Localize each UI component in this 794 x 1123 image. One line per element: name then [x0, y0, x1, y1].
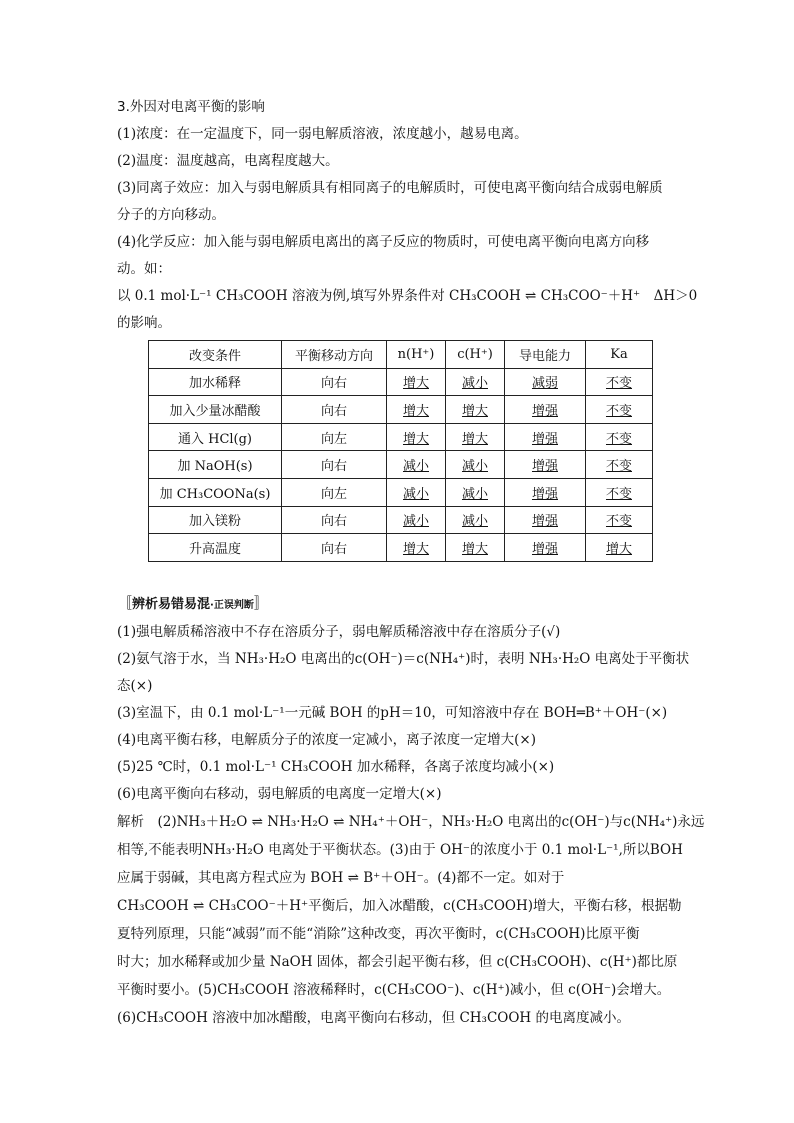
section-item-3b: 分子的方向移动。: [117, 207, 225, 223]
judge-item-2b: 态(×): [117, 678, 153, 694]
table-cell: 不变: [586, 506, 653, 534]
judge-item-4: (4)电离平衡右移，电解质分子的浓度一定减小，离子浓度一定增大(×): [117, 732, 536, 748]
table-cell: 不变: [586, 478, 653, 506]
analysis-line-7: 平衡时要小。(5)CH₃COOH 溶液稀释时，c(CH₃COO⁻)、c(H⁺)减小，但 c(OH⁻)会增大。: [117, 982, 671, 998]
table-cell: 通入 HCl(g): [149, 423, 282, 451]
equilibrium-table: [148, 340, 653, 562]
table-header-cell: 导电能力: [505, 341, 586, 369]
section-item-4b: 动。如：: [117, 261, 171, 277]
table-cell: 加 CH₃COONa(s): [149, 478, 282, 506]
judge-item-2a: (2)氨气溶于水，当 NH₃·H₂O 电离出的c(OH⁻)＝c(NH₄⁺)时，表明 NH₃·H₂O 电离处于平衡状: [117, 651, 690, 667]
table-cell: 加水稀释: [149, 368, 282, 396]
table-cell: 向左: [282, 423, 387, 451]
table-header-cell: 改变条件: [149, 341, 282, 369]
table-cell: 减弱: [505, 368, 586, 396]
table-cell: 向右: [282, 368, 387, 396]
table-header-cell: n(H⁺): [387, 341, 446, 369]
table-cell: 增强: [505, 478, 586, 506]
table-cell: 增大: [446, 534, 505, 562]
table-cell: 增强: [505, 506, 586, 534]
table-cell: 加入镁粉: [149, 506, 282, 534]
table-cell: 减小: [446, 451, 505, 479]
table-cell: 向右: [282, 451, 387, 479]
table-header-cell: c(H⁺): [446, 341, 505, 369]
analysis-line-1: 解析 (2)NH₃＋H₂O ⇌ NH₃·H₂O ⇌ NH₄⁺＋OH⁻，NH₃·H₂O 电离出的c(OH⁻)与c(NH₄⁺)永远: [117, 814, 705, 830]
judge-section-title: [117, 592, 269, 613]
judge-title-sub: ·正误判断: [210, 600, 254, 611]
section-item-example: 以 0.1 mol·L⁻¹ CH₃COOH 溶液为例,填写外界条件对 CH₃COOH ⇌ CH₃COO⁻＋H⁺ ΔH＞0: [117, 288, 698, 304]
table-cell: 增大: [387, 534, 446, 562]
table-cell: 增大: [586, 534, 653, 562]
judge-item-6: (6)电离平衡向右移动，弱电解质的电离度一定增大(×): [117, 786, 442, 802]
table-cell: 向右: [282, 396, 387, 424]
table-row: [149, 368, 653, 396]
section-title: 3.外因对电离平衡的影响: [117, 99, 265, 115]
judge-item-5: (5)25 ℃时，0.1 mol·L⁻¹ CH₃COOH 加水稀释，各离子浓度均减小(×): [117, 759, 555, 775]
judge-item-3: (3)室温下，由 0.1 mol·L⁻¹一元碱 BOH 的pH＝10，可知溶液中存在 BOH═B⁺＋OH⁻(×): [117, 705, 668, 721]
table-cell: 减小: [446, 478, 505, 506]
table-row: [149, 478, 653, 506]
table-row: [149, 423, 653, 451]
section-item-3a: (3)同离子效应：加入与弱电解质具有相同离子的电解质时，可使电离平衡向结合成弱电解质: [117, 180, 663, 196]
table-row: [149, 396, 653, 424]
table-header-row: [149, 341, 653, 369]
section-item-1: (1)浓度：在一定温度下，同一弱电解质溶液，浓度越小，越易电离。: [117, 126, 528, 142]
analysis-line-4: CH₃COOH ⇌ CH₃COO⁻＋H⁺平衡后，加入冰醋酸，c(CH₃COOH)增大，平衡右移，根据勒: [117, 898, 682, 914]
table-cell: 减小: [387, 506, 446, 534]
table-cell: 升高温度: [149, 534, 282, 562]
analysis-line-6: 时大；加水稀释或加少量 NaOH 固体，都会引起平衡右移，但 c(CH₃COOH)、c(H⁺)都比原: [117, 954, 678, 970]
table-cell: 增大: [387, 423, 446, 451]
table-header-cell: 平衡移动方向: [282, 341, 387, 369]
section-item-example-end: 的影响。: [117, 315, 171, 331]
table-cell: 不变: [586, 368, 653, 396]
table-row: [149, 534, 653, 562]
bracket-open-icon: 〚: [117, 594, 133, 612]
judge-title-main: 辨析易错易混: [132, 597, 211, 612]
table-row: [149, 506, 653, 534]
table-cell: 减小: [387, 451, 446, 479]
section-item-4a: (4)化学反应：加入能与弱电解质电离出的离子反应的物质时，可使电离平衡向电离方向移: [117, 234, 650, 250]
table-cell: 增强: [505, 423, 586, 451]
table-cell: 增强: [505, 451, 586, 479]
table-cell: 不变: [586, 396, 653, 424]
analysis-line-3: 应属于弱碱，其电离方程式应为 BOH ⇌ B⁺＋OH⁻。(4)都不一定。如对于: [117, 870, 565, 886]
table-cell: 增强: [505, 396, 586, 424]
table-cell: 减小: [387, 478, 446, 506]
table-cell: 加 NaOH(s): [149, 451, 282, 479]
analysis-line-2: 相等,不能表明NH₃·H₂O 电离处于平衡状态。(3)由于 OH⁻的浓度小于 0.1 mol·L⁻¹,所以BOH: [117, 842, 683, 858]
analysis-line-8: (6)CH₃COOH 溶液中加冰醋酸，电离平衡向右移动，但 CH₃COOH 的电离度减小。: [117, 1010, 630, 1026]
table-cell: 增强: [505, 534, 586, 562]
table-cell: 增大: [446, 423, 505, 451]
table-cell: 增大: [446, 396, 505, 424]
table-cell: 不变: [586, 423, 653, 451]
table-row: [149, 451, 653, 479]
table-header-cell: Ka: [586, 341, 653, 369]
judge-item-1: (1)强电解质稀溶液中不存在溶质分子，弱电解质稀溶液中存在溶质分子(√): [117, 624, 561, 640]
table-cell: 减小: [446, 506, 505, 534]
table-cell: 向右: [282, 506, 387, 534]
section-item-2: (2)温度：温度越高，电离程度越大。: [117, 153, 339, 169]
table-cell: 不变: [586, 451, 653, 479]
table-cell: 加入少量冰醋酸: [149, 396, 282, 424]
table-cell: 增大: [387, 368, 446, 396]
bracket-close-icon: 〛: [253, 594, 269, 612]
table-cell: 向右: [282, 534, 387, 562]
table-cell: 增大: [387, 396, 446, 424]
analysis-line-5: 夏特列原理，只能“减弱”而不能“消除”这种改变，再次平衡时，c(CH₃COOH)比原平衡: [117, 926, 640, 942]
table-cell: 减小: [446, 368, 505, 396]
table-cell: 向左: [282, 478, 387, 506]
